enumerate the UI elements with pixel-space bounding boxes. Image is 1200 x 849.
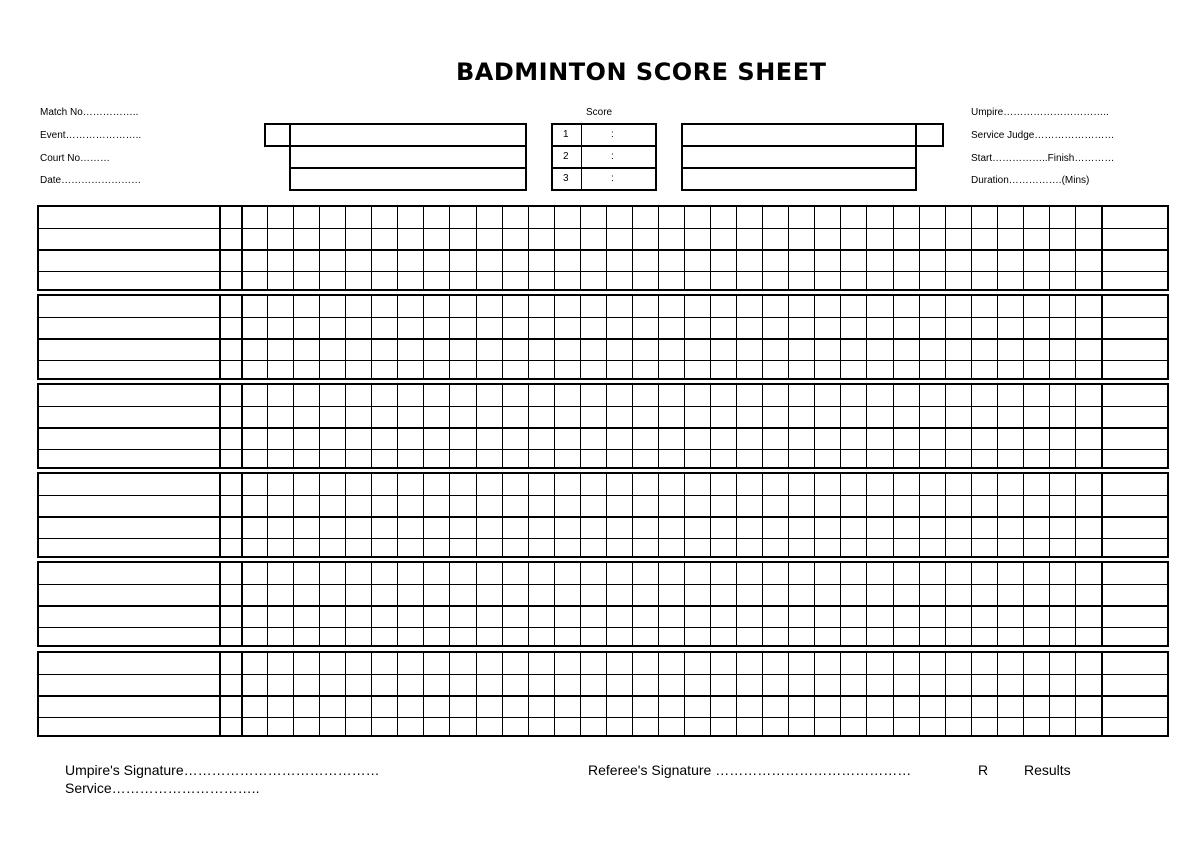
grid-column-line — [423, 653, 424, 735]
game-block[interactable] — [37, 383, 1169, 469]
grid-column-line — [919, 653, 920, 735]
score-label: Score — [586, 107, 613, 118]
game-number: 1 — [563, 129, 569, 140]
grid-column-line — [840, 653, 841, 735]
grid-column-line — [658, 207, 659, 289]
grid-column-line — [866, 653, 867, 735]
service-judge-field[interactable]: Service Judge…………………… — [971, 130, 1115, 141]
grid-column-line — [919, 296, 920, 378]
service-line[interactable]: Service………………………….. — [65, 780, 260, 796]
left-player-2-box[interactable] — [289, 145, 527, 169]
grid-column-line — [1075, 653, 1076, 735]
grid-column-line — [632, 563, 633, 645]
grid-column-line — [814, 385, 815, 467]
grid-column-line — [345, 207, 346, 289]
grid-column-line — [658, 385, 659, 467]
grid-column-line — [945, 296, 946, 378]
grid-column-line — [710, 296, 711, 378]
grid-column-line — [423, 207, 424, 289]
left-player-1-box[interactable] — [289, 123, 527, 147]
grid-column-line — [632, 653, 633, 735]
grid-column-line — [293, 653, 294, 735]
grid-column-line — [1049, 653, 1050, 735]
grid-column-line — [423, 296, 424, 378]
grid-column-line — [814, 296, 815, 378]
grid-column-line — [762, 296, 763, 378]
grid-column-line — [840, 296, 841, 378]
grid-column-line — [1023, 385, 1024, 467]
grid-column-line — [971, 385, 972, 467]
grid-column-line — [423, 385, 424, 467]
score-divider — [581, 167, 582, 191]
grid-column-line — [814, 563, 815, 645]
grid-column-line — [606, 563, 607, 645]
grid-column-line — [502, 563, 503, 645]
grid-column-line — [1101, 474, 1103, 556]
grid-column-line — [371, 207, 372, 289]
grid-column-line — [219, 474, 221, 556]
right-player-2-box[interactable] — [681, 145, 917, 169]
grid-column-line — [788, 385, 789, 467]
game-number: 3 — [563, 173, 569, 184]
grid-column-line — [502, 207, 503, 289]
grid-column-line — [684, 474, 685, 556]
grid-column-line — [632, 474, 633, 556]
grid-column-line — [293, 207, 294, 289]
grid-column-line — [319, 207, 320, 289]
game-block[interactable] — [37, 294, 1169, 380]
score-separator: : — [611, 151, 614, 162]
grid-column-line — [997, 563, 998, 645]
grid-column-line — [945, 385, 946, 467]
grid-column-line — [658, 474, 659, 556]
grid-column-line — [736, 653, 737, 735]
grid-column-line — [762, 207, 763, 289]
grid-column-line — [371, 563, 372, 645]
grid-column-line — [554, 296, 555, 378]
grid-column-line — [1049, 474, 1050, 556]
grid-column-line — [241, 563, 243, 645]
grid-column-line — [997, 385, 998, 467]
grid-column-line — [736, 385, 737, 467]
grid-column-line — [840, 474, 841, 556]
grid-column-line — [997, 653, 998, 735]
grid-column-line — [658, 296, 659, 378]
grid-column-line — [945, 653, 946, 735]
grid-column-line — [710, 207, 711, 289]
grid-column-line — [580, 207, 581, 289]
grid-column-line — [502, 296, 503, 378]
grid-column-line — [945, 207, 946, 289]
grid-column-line — [267, 563, 268, 645]
grid-column-line — [397, 385, 398, 467]
grid-column-line — [866, 474, 867, 556]
grid-column-line — [762, 474, 763, 556]
grid-column-line — [710, 563, 711, 645]
grid-column-line — [476, 563, 477, 645]
grid-column-line — [736, 296, 737, 378]
grid-column-line — [554, 653, 555, 735]
grid-column-line — [1023, 296, 1024, 378]
date-field[interactable]: Date…………………… — [40, 175, 142, 186]
grid-column-line — [1075, 385, 1076, 467]
grid-column-line — [919, 474, 920, 556]
grid-column-line — [219, 207, 221, 289]
grid-column-line — [219, 296, 221, 378]
grid-column-line — [919, 207, 920, 289]
grid-column-line — [658, 653, 659, 735]
grid-column-line — [345, 474, 346, 556]
grid-column-line — [710, 653, 711, 735]
grid-column-line — [866, 563, 867, 645]
grid-column-line — [893, 207, 894, 289]
grid-column-line — [971, 474, 972, 556]
grid-column-line — [710, 385, 711, 467]
grid-column-line — [788, 653, 789, 735]
grid-column-line — [241, 653, 243, 735]
event-field[interactable]: Event………………….. — [40, 130, 142, 141]
grid-column-line — [397, 653, 398, 735]
grid-column-line — [971, 207, 972, 289]
grid-column-line — [319, 474, 320, 556]
score-separator: : — [611, 173, 614, 184]
grid-column-line — [736, 207, 737, 289]
grid-column-line — [319, 653, 320, 735]
grid-column-line — [893, 563, 894, 645]
grid-column-line — [1023, 207, 1024, 289]
grid-column-line — [893, 474, 894, 556]
grid-column-line — [788, 474, 789, 556]
grid-column-line — [788, 207, 789, 289]
grid-column-line — [919, 563, 920, 645]
grid-column-line — [219, 563, 221, 645]
score-separator: : — [611, 129, 614, 140]
grid-column-line — [893, 653, 894, 735]
grid-column-line — [1101, 563, 1103, 645]
game-2-score[interactable] — [551, 145, 657, 169]
grid-column-line — [945, 474, 946, 556]
grid-column-line — [1023, 474, 1024, 556]
grid-column-line — [449, 653, 450, 735]
score-divider — [581, 145, 582, 169]
grid-column-line — [476, 474, 477, 556]
grid-column-line — [762, 563, 763, 645]
grid-column-line — [449, 207, 450, 289]
grid-column-line — [1049, 296, 1050, 378]
grid-column-line — [423, 563, 424, 645]
grid-column-line — [345, 563, 346, 645]
grid-column-line — [554, 207, 555, 289]
grid-column-line — [371, 653, 372, 735]
grid-column-line — [528, 207, 529, 289]
grid-column-line — [267, 385, 268, 467]
grid-column-line — [528, 296, 529, 378]
game-block[interactable] — [37, 205, 1169, 291]
r-label: R — [978, 762, 989, 778]
grid-column-line — [580, 563, 581, 645]
game-block[interactable] — [37, 472, 1169, 558]
grid-column-line — [997, 296, 998, 378]
duration-field[interactable]: Duration…………….(Mins) — [971, 175, 1090, 186]
score-divider — [581, 123, 582, 147]
grid-column-line — [502, 653, 503, 735]
grid-column-line — [632, 296, 633, 378]
grid-column-line — [528, 474, 529, 556]
grid-column-line — [736, 563, 737, 645]
left-team-service-box[interactable] — [264, 123, 291, 147]
court-no-field[interactable]: Court No……… — [40, 153, 111, 164]
grid-column-line — [840, 207, 841, 289]
grid-column-line — [606, 385, 607, 467]
grid-column-line — [580, 653, 581, 735]
grid-column-line — [528, 653, 529, 735]
grid-column-line — [476, 296, 477, 378]
grid-column-line — [397, 296, 398, 378]
grid-column-line — [1075, 563, 1076, 645]
grid-column-line — [371, 385, 372, 467]
grid-column-line — [684, 385, 685, 467]
grid-column-line — [219, 385, 221, 467]
grid-column-line — [606, 207, 607, 289]
grid-column-line — [219, 653, 221, 735]
grid-column-line — [476, 207, 477, 289]
grid-column-line — [267, 653, 268, 735]
game-number: 2 — [563, 151, 569, 162]
grid-column-line — [788, 563, 789, 645]
grid-column-line — [397, 207, 398, 289]
grid-column-line — [945, 563, 946, 645]
grid-column-line — [241, 474, 243, 556]
grid-column-line — [866, 207, 867, 289]
start-finish-field[interactable]: Start……………..Finish………… — [971, 153, 1115, 164]
grid-column-line — [319, 296, 320, 378]
grid-column-line — [371, 474, 372, 556]
grid-column-line — [632, 385, 633, 467]
right-player-3-box[interactable] — [681, 167, 917, 191]
grid-column-line — [345, 653, 346, 735]
grid-column-line — [502, 385, 503, 467]
grid-column-line — [606, 296, 607, 378]
grid-column-line — [997, 474, 998, 556]
grid-column-line — [866, 385, 867, 467]
grid-column-line — [814, 207, 815, 289]
grid-column-line — [319, 563, 320, 645]
grid-column-line — [345, 385, 346, 467]
grid-column-line — [1049, 563, 1050, 645]
grid-column-line — [997, 207, 998, 289]
game-3-score[interactable] — [551, 167, 657, 191]
grid-column-line — [397, 563, 398, 645]
umpire-signature-line[interactable]: Umpire's Signature…………………………………… — [65, 762, 380, 778]
grid-column-line — [241, 385, 243, 467]
referee-signature-line[interactable]: Referee's Signature …………………………………… — [588, 762, 912, 778]
grid-column-line — [345, 296, 346, 378]
grid-column-line — [1101, 207, 1103, 289]
grid-column-line — [840, 563, 841, 645]
grid-column-line — [840, 385, 841, 467]
grid-column-line — [319, 385, 320, 467]
grid-column-line — [814, 474, 815, 556]
grid-column-line — [971, 653, 972, 735]
grid-column-line — [710, 474, 711, 556]
grid-column-line — [762, 385, 763, 467]
results-label: Results — [1024, 762, 1071, 778]
grid-column-line — [528, 385, 529, 467]
grid-column-line — [684, 296, 685, 378]
grid-column-line — [371, 296, 372, 378]
grid-column-line — [1101, 385, 1103, 467]
grid-column-line — [397, 474, 398, 556]
grid-column-line — [502, 474, 503, 556]
grid-column-line — [893, 385, 894, 467]
grid-column-line — [476, 385, 477, 467]
umpire-field[interactable]: Umpire………………………….. — [971, 107, 1109, 118]
grid-column-line — [449, 563, 450, 645]
grid-column-line — [1049, 385, 1050, 467]
grid-column-line — [893, 296, 894, 378]
grid-column-line — [554, 385, 555, 467]
grid-column-line — [293, 385, 294, 467]
right-team-service-box[interactable] — [915, 123, 944, 147]
grid-column-line — [580, 385, 581, 467]
grid-column-line — [580, 296, 581, 378]
grid-column-line — [762, 653, 763, 735]
grid-column-line — [267, 474, 268, 556]
grid-column-line — [1075, 207, 1076, 289]
grid-column-line — [1075, 474, 1076, 556]
grid-column-line — [293, 474, 294, 556]
right-player-1-box[interactable] — [681, 123, 917, 147]
grid-column-line — [919, 385, 920, 467]
grid-column-line — [606, 653, 607, 735]
grid-column-line — [449, 296, 450, 378]
grid-column-line — [554, 563, 555, 645]
grid-column-line — [814, 653, 815, 735]
game-block[interactable] — [37, 561, 1169, 647]
grid-column-line — [528, 563, 529, 645]
grid-column-line — [658, 563, 659, 645]
match-no-field[interactable]: Match No…………….. — [40, 107, 139, 118]
grid-column-line — [1075, 296, 1076, 378]
grid-column-line — [580, 474, 581, 556]
grid-column-line — [684, 207, 685, 289]
grid-column-line — [293, 563, 294, 645]
grid-column-line — [449, 474, 450, 556]
game-1-score[interactable] — [551, 123, 657, 147]
grid-column-line — [293, 296, 294, 378]
grid-column-line — [267, 296, 268, 378]
grid-column-line — [632, 207, 633, 289]
left-player-3-box[interactable] — [289, 167, 527, 191]
grid-column-line — [971, 563, 972, 645]
grid-column-line — [736, 474, 737, 556]
grid-column-line — [554, 474, 555, 556]
grid-column-line — [1101, 653, 1103, 735]
grid-column-line — [423, 474, 424, 556]
grid-column-line — [241, 207, 243, 289]
grid-column-line — [1049, 207, 1050, 289]
grid-column-line — [449, 385, 450, 467]
grid-column-line — [241, 296, 243, 378]
grid-column-line — [684, 563, 685, 645]
grid-column-line — [267, 207, 268, 289]
grid-column-line — [1023, 563, 1024, 645]
grid-column-line — [684, 653, 685, 735]
game-block[interactable] — [37, 651, 1169, 737]
grid-column-line — [1023, 653, 1024, 735]
grid-column-line — [866, 296, 867, 378]
page-title: BADMINTON SCORE SHEET — [456, 58, 827, 86]
grid-column-line — [606, 474, 607, 556]
grid-column-line — [971, 296, 972, 378]
grid-column-line — [788, 296, 789, 378]
grid-column-line — [476, 653, 477, 735]
grid-column-line — [1101, 296, 1103, 378]
